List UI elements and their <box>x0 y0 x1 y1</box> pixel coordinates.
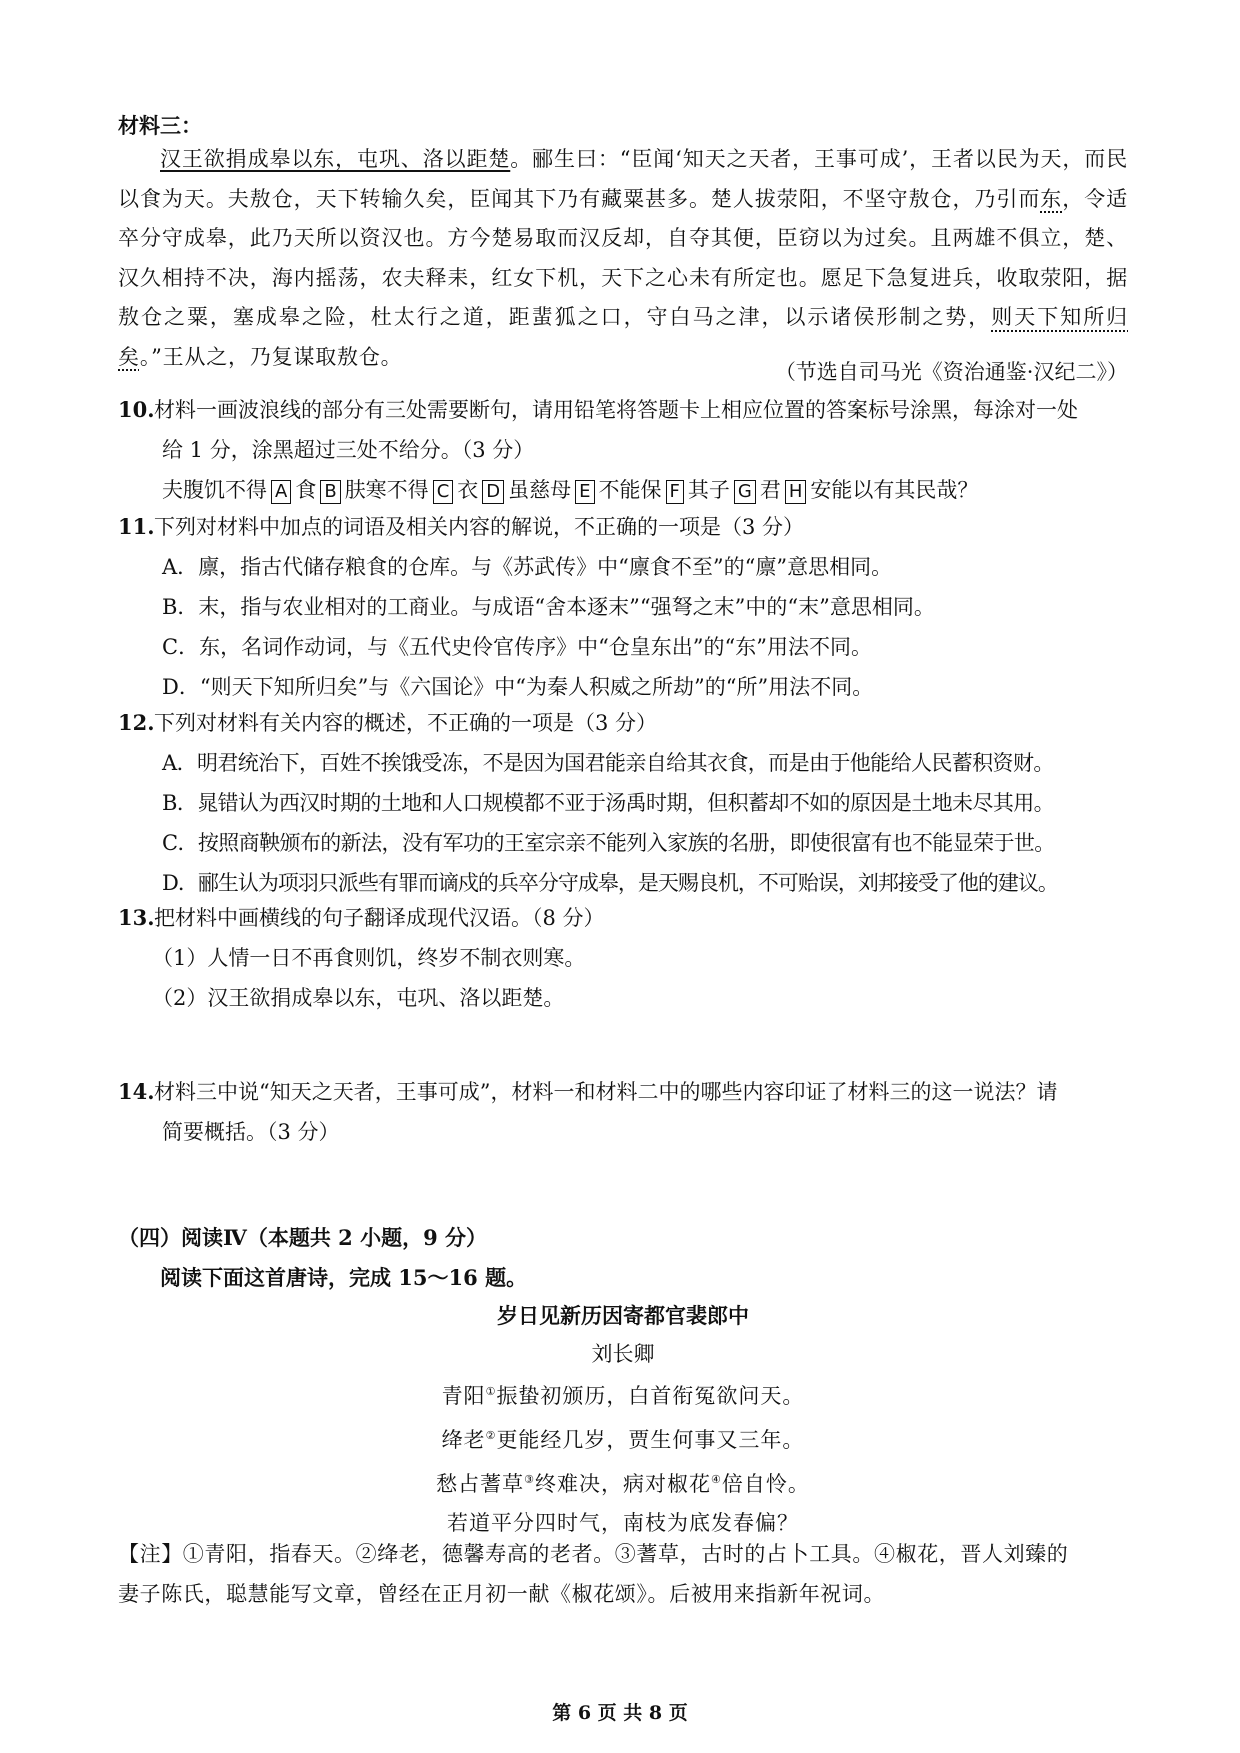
option-a[interactable]: A．明君统治下，百姓不挨饿受冻，不是因为国君能亲自给其衣食，而是由于他能给人民蓄积资财。 <box>162 751 1054 775</box>
dotted-phrase-suo: 则天下知所归矣 <box>118 305 1128 369</box>
sentence-break-line <box>118 470 1128 510</box>
segment: 其子 <box>687 478 730 502</box>
question-text-cont: 简要概括。（3 分） <box>162 1120 340 1144</box>
segment: 肤寒不得 <box>344 478 429 502</box>
segment: 君 <box>759 478 781 502</box>
poem-text: 愁占蓍草 <box>436 1472 525 1496</box>
option-d[interactable]: D．“则天下知所归矣”与《六国论》中“为秦人积威之所劫”的“所”用法不同。 <box>162 675 874 699</box>
question-text: 下列对材料有关内容的概述，不正确的一项是（3 分） <box>154 711 658 735</box>
question-10 <box>118 390 1128 510</box>
question-11 <box>118 507 1128 707</box>
segment: 衣 <box>457 478 479 502</box>
poem-text: 更能经几岁，贾生何事又三年。 <box>496 1428 805 1452</box>
translate-item-2: （2）汉王欲捐成皋以东，屯巩、洛以距楚。 <box>152 986 565 1010</box>
footnote-mark: ④ <box>711 1473 722 1486</box>
footnote-mark: ② <box>485 1429 497 1442</box>
passage-text-b: ，令适卒分守成皋，此乃天所以资汉也。方今楚易取而汉反却，自夺其便，臣窃以为过矣。且两雄不俱立，楚、汉久相持不决，海内摇荡，农夫释耒，红女下机，天下之心未有所定也。愿足下急复进兵，收取荥阳，据敖仓之粟，塞成皋之险，杜太行之道，距蜚狐之口，守白马之津，以示诸侯形制之势， <box>118 186 1128 329</box>
question-number: 11. <box>118 514 155 539</box>
question-14 <box>118 1072 1128 1152</box>
break-mark-g[interactable]: G <box>734 480 756 504</box>
note-line-1: 【注】①青阳，指春天。②绛老，德馨寿高的老者。③蓍草，古时的占卜工具。④椒花，晋人刘臻的 <box>118 1542 1069 1566</box>
section4-instruction: 阅读下面这首唐诗，完成 15～16 题。 <box>160 1265 528 1290</box>
material3-passage <box>118 140 1128 377</box>
option-b[interactable]: B．末，指与农业相对的工商业。与成语“舍本逐末”“强弩之末”中的“末”意思相同。 <box>162 595 935 619</box>
poem-line-3 <box>118 1460 1128 1504</box>
question-text-cont: 给 1 分，涂黑超过三处不给分。（3 分） <box>162 438 535 462</box>
question-number: 13. <box>118 905 155 930</box>
question-13 <box>118 898 1128 1018</box>
option-d[interactable]: D．郦生认为项羽只派些有罪而谪戍的兵卒分守成皋，是天赐良机，不可贻误，刘邦接受了他的建议。 <box>162 871 1058 895</box>
break-mark-f[interactable]: F <box>666 480 684 504</box>
option-c[interactable]: C．东，名词作动词，与《五代史伶官传序》中“仓皇东出”的“东”用法不同。 <box>162 635 873 659</box>
break-mark-b[interactable]: B <box>320 480 340 504</box>
option-a[interactable]: A．廪，指古代储存粮食的仓库。与《苏武传》中“廪食不至”的“廪”意思相同。 <box>162 555 893 579</box>
break-mark-d[interactable]: D <box>482 480 504 504</box>
underlined-sentence: 汉王欲捐成皋以东，屯巩、洛以距楚 <box>160 147 511 171</box>
section4-heading: （四）阅读Ⅳ（本题共 2 小题，9 分） <box>118 1225 487 1250</box>
question-text: 下列对材料中加点的词语及相关内容的解说，不正确的一项是（3 分） <box>154 515 805 539</box>
segment: 夫腹饥不得 <box>162 478 267 502</box>
question-number: 12. <box>118 710 155 735</box>
footnote-mark: ③ <box>524 1473 535 1486</box>
poem-text: 绛老 <box>441 1428 486 1452</box>
poem-line-1 <box>118 1372 1128 1416</box>
passage-text-a: 。郦生曰：“臣闻‘知天之天者，王事可成’，王者以民为天，而民以食为天。夫敖仓，天下转输久矣，臣闻其下乃有藏粟甚多。楚人拔荥阳，不坚守敖仓，乃引而 <box>118 147 1128 211</box>
option-c[interactable]: C．按照商鞅颁布的新法，没有军功的王室宗亲不能列入家族的名册，即使很富有也不能显荣于世。 <box>162 831 1055 855</box>
dotted-word-dong: 东 <box>1040 186 1063 211</box>
question-text: 材料三中说“知天之天者，王事可成”，材料一和材料二中的哪些内容印证了材料三的这一说法？请 <box>154 1080 1058 1104</box>
poem-title: 岁日见新历因寄都官裴郎中 <box>497 1303 749 1328</box>
question-text: 材料一画波浪线的部分有三处需要断句，请用铅笔将答题卡上相应位置的答案标号涂黑，每涂对一处 <box>154 398 1078 422</box>
segment: 不能保 <box>598 478 662 502</box>
poem-line-2 <box>118 1416 1128 1460</box>
note-line-2: 妻子陈氏，聪慧能写文章，曾经在正月初一献《椒花颂》。后被用来指新年祝词。 <box>118 1582 886 1606</box>
poem-text: 若道平分四时气，南枝为底发春偏？ <box>447 1511 799 1535</box>
question-text: 把材料中画横线的句子翻译成现代汉语。（8 分） <box>154 906 605 930</box>
option-b[interactable]: B．晁错认为西汉时期的土地和人口规模都不亚于汤禹时期，但积蓄却不如的原因是土地未尽其用。 <box>162 791 1055 815</box>
page-footer: 第 6 页 共 8 页 <box>552 1702 688 1724</box>
question-number: 10. <box>118 397 155 422</box>
poem-text: 青阳 <box>441 1384 486 1408</box>
segment: 安能以有其民哉？ <box>810 478 979 502</box>
material3-source: （节选自司马光《资治通鉴·汉纪二》） <box>774 360 1128 384</box>
break-mark-a[interactable]: A <box>271 480 291 504</box>
break-mark-h[interactable]: H <box>785 480 807 504</box>
passage-text-c: 。”王从之，乃复谋取敖仓。 <box>139 344 403 369</box>
poem-body <box>118 1372 1128 1543</box>
poem-text: 倍自怜。 <box>721 1472 810 1496</box>
question-12 <box>118 703 1128 903</box>
poem-author: 刘长卿 <box>591 1342 655 1366</box>
break-mark-e[interactable]: E <box>575 480 594 504</box>
segment: 虽慈母 <box>508 478 572 502</box>
poem-notes <box>118 1534 1128 1614</box>
question-number: 14. <box>118 1079 155 1104</box>
material3-heading: 材料三： <box>118 113 202 138</box>
footnote-mark: ① <box>485 1385 497 1398</box>
translate-item-1: （1）人情一日不再食则饥，终岁不制衣则寒。 <box>152 946 586 970</box>
poem-text: 终难决，病对椒花 <box>535 1472 711 1496</box>
segment: 食 <box>295 478 317 502</box>
poem-text: 振蛰初颁历，白首衔冤欲问天。 <box>496 1384 805 1408</box>
break-mark-c[interactable]: C <box>433 480 454 504</box>
